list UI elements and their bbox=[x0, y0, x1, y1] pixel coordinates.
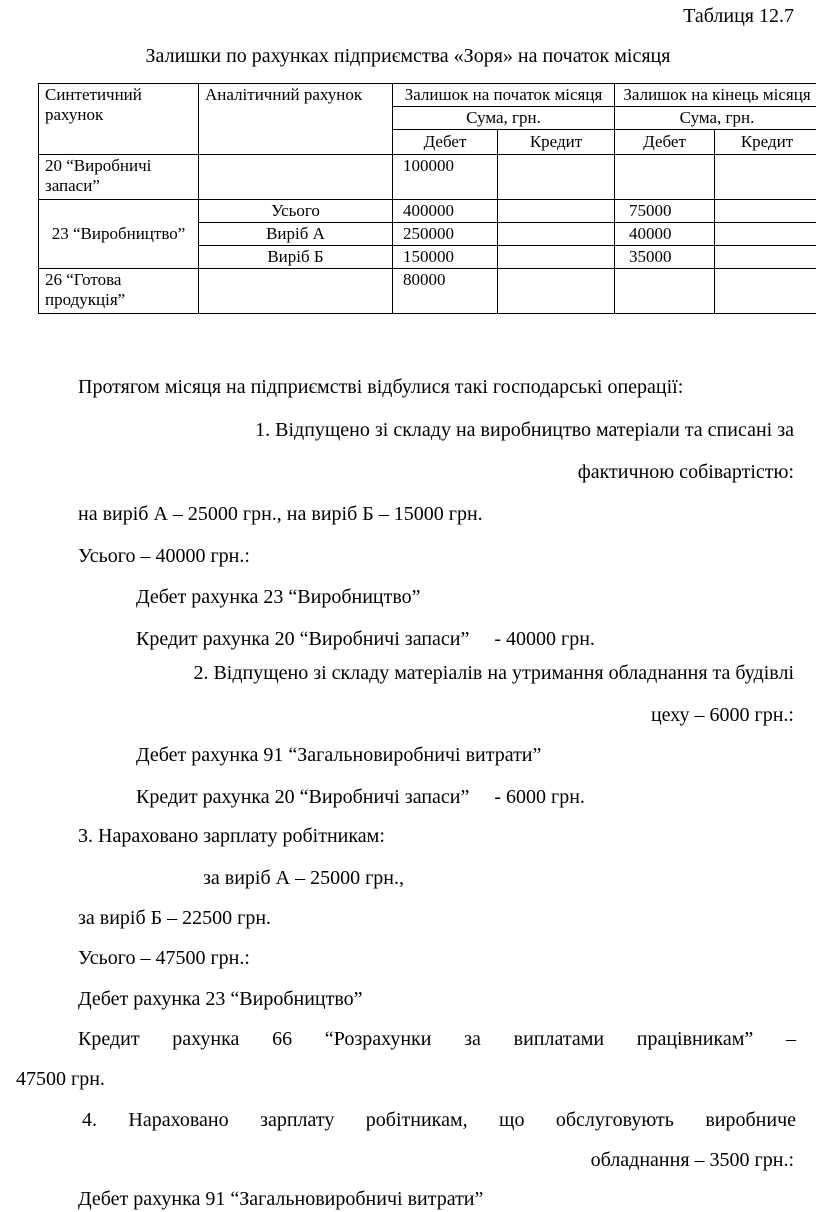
table-cell: Виріб А bbox=[199, 223, 393, 246]
operation-3-debit: Дебет рахунка 23 “Виробництво” bbox=[78, 988, 363, 1010]
table-cell bbox=[498, 155, 615, 200]
table-cell bbox=[715, 269, 816, 314]
table-row bbox=[39, 155, 816, 200]
table-cell: 250000 bbox=[393, 223, 498, 246]
table-cell: 80000 bbox=[393, 269, 498, 314]
operation-2-credit: Кредит рахунка 20 “Виробничі запаси” - 6000 грн. bbox=[136, 786, 585, 808]
header-analytic-account: Аналітичний рахунок bbox=[199, 84, 393, 155]
table-cell bbox=[715, 200, 816, 223]
operation-3-line-2: за виріб А – 25000 грн., bbox=[203, 867, 405, 889]
table-row bbox=[39, 200, 816, 223]
operation-2-debit: Дебет рахунка 91 “Загальновиробничі витрати” bbox=[136, 744, 542, 766]
operation-3-credit-line-1: Кредит рахунка 66 “Розрахунки за виплатами працівникам” – bbox=[78, 1028, 796, 1050]
operation-4-debit: Дебет рахунка 91 “Загальновиробничі витрати” bbox=[78, 1188, 484, 1210]
header-debit-end: Дебет bbox=[615, 130, 715, 155]
table-cell bbox=[715, 155, 816, 200]
table-cell bbox=[498, 269, 615, 314]
table-cell bbox=[715, 246, 816, 269]
table-cell bbox=[199, 269, 393, 314]
table-cell: 40000 bbox=[615, 223, 715, 246]
table-cell: Усього bbox=[199, 200, 393, 223]
table-cell: 26 “Готова продукція” bbox=[39, 269, 199, 314]
table-cell: Виріб Б bbox=[199, 246, 393, 269]
operation-2-line-2: цеху – 6000 грн.: bbox=[650, 704, 794, 726]
table-cell bbox=[615, 155, 715, 200]
header-end-balance: Залишок на кінець місяця bbox=[615, 84, 816, 107]
table-cell bbox=[498, 200, 615, 223]
table-cell: 400000 bbox=[393, 200, 498, 223]
table-cell bbox=[199, 155, 393, 200]
operation-2-line-1: 2. Відпущено зі складу матеріалів на утримання обладнання та будівлі bbox=[193, 662, 794, 684]
table-cell bbox=[615, 269, 715, 314]
operation-3-line-1: 3. Нараховано зарплату робітникам: bbox=[78, 825, 385, 847]
header-credit-start: Кредит bbox=[498, 130, 615, 155]
operation-1-credit: Кредит рахунка 20 “Виробничі запаси” - 40000 грн. bbox=[136, 628, 595, 650]
table-cell bbox=[715, 223, 816, 246]
operation-3-total: Усього – 47500 грн.: bbox=[78, 947, 250, 969]
operation-3-line-3: за виріб Б – 22500 грн. bbox=[78, 907, 272, 929]
table-cell: 150000 bbox=[393, 246, 498, 269]
table-cell bbox=[498, 223, 615, 246]
header-credit-end: Кредит bbox=[715, 130, 816, 155]
operation-1-line-2: фактичною собівартістю: bbox=[577, 461, 794, 483]
header-synthetic-account: Синтетичний рахунок bbox=[39, 84, 199, 155]
header-debit-start: Дебет bbox=[393, 130, 498, 155]
operation-1-line-3: на виріб А – 25000 грн., на виріб Б – 15000 грн. bbox=[78, 503, 483, 525]
balances-table bbox=[38, 83, 816, 314]
table-cell: 23 “Виробництво” bbox=[39, 200, 199, 269]
operation-1-total: Усього – 40000 грн.: bbox=[78, 545, 250, 567]
table-number: Таблиця 12.7 bbox=[683, 5, 794, 27]
operations-intro: Протягом місяця на підприємстві відбулися такі господарські операції: bbox=[78, 376, 684, 398]
header-sum-end: Сума, грн. bbox=[615, 107, 816, 130]
table-cell: 75000 bbox=[615, 200, 715, 223]
table-cell: 100000 bbox=[393, 155, 498, 200]
operation-4-line-2: обладнання – 3500 грн.: bbox=[590, 1149, 794, 1171]
operation-3-credit-line-2: 47500 грн. bbox=[16, 1068, 105, 1090]
table-row bbox=[39, 269, 816, 314]
operation-1-debit: Дебет рахунка 23 “Виробництво” bbox=[136, 586, 421, 608]
table-title: Залишки по рахунках підприємства «Зоря» на початок місяця bbox=[145, 45, 671, 67]
header-start-balance: Залишок на початок місяця bbox=[393, 84, 615, 107]
table-cell: 20 “Виробничі запаси” bbox=[39, 155, 199, 200]
table-cell: 35000 bbox=[615, 246, 715, 269]
table-header-row bbox=[39, 84, 816, 107]
operation-1-line-1: 1. Відпущено зі складу на виробництво матеріали та списані за bbox=[255, 419, 794, 441]
operation-4-line-1: 4. Нараховано зарплату робітникам, що обслуговують виробниче bbox=[82, 1109, 796, 1131]
header-sum-start: Сума, грн. bbox=[393, 107, 615, 130]
table-cell bbox=[498, 246, 615, 269]
